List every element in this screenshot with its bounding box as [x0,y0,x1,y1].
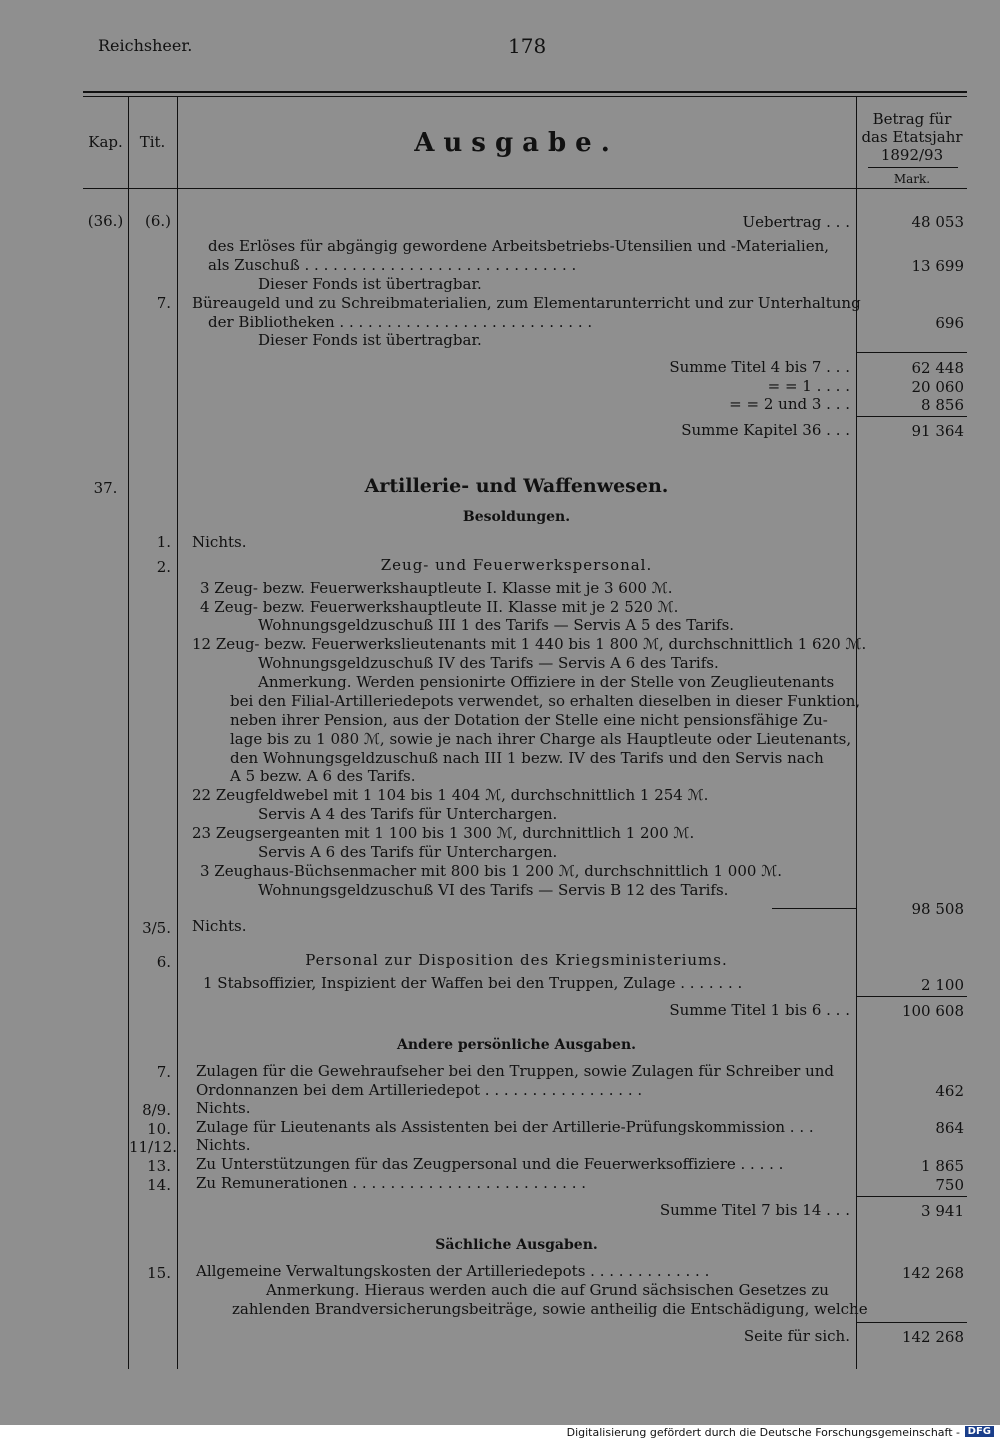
sum-rule-5 [857,1322,967,1323]
nichts-1: Nichts. [192,533,247,551]
erloes-line2: als Zuschuß . . . . . . . . . . . . . . . . . . . . . . . . . . . . . [208,256,577,274]
zeug-line-11: A 5 bezw. A 6 des Tarifs. [230,767,416,785]
summe-7-14-label: Summe Titel 7 bis 14 . . . [659,1201,850,1219]
tit-11-12: 11/12. [129,1138,177,1156]
top-rule-thick [83,91,967,93]
running-head: Reichsheer. [98,36,193,55]
zulagen-line1: Zulagen für die Gewehraufseher bei den Truppen, sowie Zulagen für Schreiber und [196,1062,835,1080]
header-betrag-2: das Etatsjahr [861,128,963,146]
zeug-line-9: lage bis zu 1 080 ℳ, sowie je nach ihrer Charge als Hauptleute oder Lieutenants, [230,730,852,748]
fonds-note-1: Dieser Fonds ist übertragbar. [258,275,482,293]
zeug-line-1: 3 Zeug- bezw. Feuerwerkshauptleute I. Klasse mit je 3 600 ℳ. [200,579,673,597]
summe-2-3-amount: 8 856 [921,396,964,414]
erloes-line1: des Erlöses für abgängig gewordene Arbeitsbetriebs-Utensilien und -Materialien, [208,237,830,255]
header-unit-rule [868,167,958,168]
dfg-logo: DFG [965,1426,994,1437]
nichts-2: Nichts. [192,917,247,935]
remunerationen-amount: 750 [935,1176,964,1194]
saechliche-heading: Sächliche Ausgaben. [435,1237,598,1253]
tit-3-5: 3/5. [142,919,171,937]
uebertrag-amount: 48 053 [911,213,964,231]
stabsoffizier: 1 Stabsoffizier, Inspizient der Waffen bei den Truppen, Zulage . . . . . . . [203,974,743,992]
tit-13: 13. [147,1157,171,1175]
header-bottom-rule [83,188,967,189]
summe-7-14-amount: 3 941 [921,1202,964,1220]
zulage-lieutenants-amount: 864 [935,1119,964,1137]
anmerkung-2-line1: Anmerkung. Hieraus werden auch die auf Grund sächsischen Gesetzes zu [266,1281,829,1299]
remunerationen: Zu Remunerationen . . . . . . . . . . . . . . . . . . . . . . . . . [196,1174,587,1192]
summe-4-7-amount: 62 448 [911,359,964,377]
header-kap: Kap. [88,133,123,151]
zeug-amount: 98 508 [911,900,964,918]
summe-kap36-label: Summe Kapitel 36 . . . [681,421,850,439]
header-ausgabe: Ausgabe. [414,128,619,158]
sum-rule-2 [857,416,967,417]
summe-4-7-label: Summe Titel 4 bis 7 . . . [669,358,850,376]
sum-rule-3 [857,996,967,997]
kap-36: (36.) [87,212,124,230]
tit-2: 2. [156,558,171,576]
uebertrag-label: Uebertrag . . . [742,213,850,231]
zeug-line-17: Wohnungsgeldzuschuß VI des Tarifs — Servis B 12 des Tarifs. [258,881,729,899]
artillerie-heading: Artillerie- und Waffenwesen. [364,475,669,497]
tit-7: 7. [156,294,171,312]
bureau-line2: der Bibliotheken . . . . . . . . . . . . . . . . . . . . . . . . . . . [208,313,593,331]
zeug-line-4: 12 Zeug- bezw. Feuerwerkslieutenants mit 1 440 bis 1 800 ℳ, durchschnittlich 1 620 ℳ. [192,635,867,653]
col-line-amount-body [856,189,857,1369]
bureau-amount: 696 [935,314,964,332]
zeug-line-6: Anmerkung. Werden pensionirte Offiziere in der Stelle von Zeuglieutenants [258,673,835,691]
footer-credit: Digitalisierung gefördert durch die Deutsche Forschungsgemeinschaft - [566,1426,960,1439]
zeug-line-15: Servis A 6 des Tarifs für Unterchargen. [258,843,558,861]
bureau-line1: Büreaugeld und zu Schreibmaterialien, zum Elementarunterricht und zur Unterhaltung [192,294,861,312]
zeug-line-12: 22 Zeugfeldwebel mit 1 104 bis 1 404 ℳ, durchschnittlich 1 254 ℳ. [192,786,709,804]
allgemeine-verwaltung-amount: 142 268 [901,1264,964,1282]
tit-6: (6.) [144,212,171,230]
zeug-rule [772,908,856,909]
andere-heading: Andere persönliche Ausgaben. [396,1037,637,1053]
zeug-line-8: neben ihrer Pension, aus der Dotation der Stelle eine nicht pensionsfähige Zu- [230,711,828,729]
seite-amount: 142 268 [901,1328,964,1346]
sum-rule-4 [857,1196,967,1197]
zulage-lieutenants: Zulage für Lieutenants als Assistenten bei der Artillerie-Prüfungskommission . . . [196,1118,814,1136]
zeug-line-7: bei den Filial-Artilleriedepots verwendet, so erhalten dieselben in dieser Funktion, [230,692,861,710]
unterstuetzungen-amount: 1 865 [921,1157,964,1175]
besoldungen-heading: Besoldungen. [462,509,571,525]
zeug-line-14: 23 Zeugsergeanten mit 1 100 bis 1 300 ℳ, durchnittlich 1 200 ℳ. [192,824,695,842]
page-number: 178 [508,34,547,58]
tit-15: 15. [147,1264,171,1282]
unterstuetzungen: Zu Unterstützungen für das Zeugpersonal und die Feuerwerksoffiziere . . . . . [196,1155,784,1173]
summe-2-3-label: = = 2 und 3 . . . [729,395,850,413]
nichts-4: Nichts. [196,1136,251,1154]
kap-37: 37. [93,479,118,497]
zulagen-line2: Ordonnanzen bei dem Artilleriedepot . . . . . . . . . . . . . . . . . [196,1081,643,1099]
zeug-line-2: 4 Zeug- bezw. Feuerwerkshauptleute II. Klasse mit je 2 520 ℳ. [200,598,679,616]
footer-bar [0,1425,1000,1441]
summe-kap36-amount: 91 364 [911,422,964,440]
tit-7b: 7. [156,1063,171,1081]
summe-1-6-label: Summe Titel 1 bis 6 . . . [669,1001,850,1019]
header-tit: Tit. [139,133,166,151]
summe-1-amount: 20 060 [911,378,964,396]
tit-10: 10. [147,1120,171,1138]
zeug-line-5: Wohnungsgeldzuschuß IV des Tarifs — Servis A 6 des Tarifs. [258,654,719,672]
tit-6b: 6. [156,953,171,971]
tit-14: 14. [147,1176,171,1194]
summe-1-6-amount: 100 608 [901,1002,964,1020]
nichts-3: Nichts. [196,1099,251,1117]
allgemeine-verwaltung: Allgemeine Verwaltungskosten der Artilleriedepots . . . . . . . . . . . . . [196,1262,710,1280]
seite-label: Seite für sich. [743,1327,850,1345]
zeug-line-16: 3 Zeughaus-Büchsenmacher mit 800 bis 1 200 ℳ, durchschnittlich 1 000 ℳ. [200,862,783,880]
sum-rule-1 [857,352,967,353]
personal-heading: Personal zur Disposition des Kriegsministeriums. [305,951,728,969]
anmerkung-2-line2: zahlenden Brandversicherungsbeiträge, sowie antheilig die Entschädigung, welche [232,1300,868,1318]
header-unit: Mark. [893,172,931,186]
zulagen-amount: 462 [935,1082,964,1100]
header-betrag-1: Betrag für [872,110,952,128]
tit-8-9: 8/9. [142,1101,171,1119]
fonds-note-2: Dieser Fonds ist übertragbar. [258,331,482,349]
erloes-amount: 13 699 [911,257,964,275]
zeug-line-3: Wohnungsgeldzuschuß III 1 des Tarifs — Servis A 5 des Tarifs. [258,616,735,634]
zeug-line-13: Servis A 4 des Tarifs für Unterchargen. [258,805,558,823]
header-betrag-3: 1892/93 [880,146,944,164]
col-line-tit-body [177,189,178,1369]
stabsoffizier-amount: 2 100 [921,976,964,994]
tit-1: 1. [156,533,171,551]
summe-1-label: = = 1 . . . . [767,377,850,395]
zeug-heading: Zeug- und Feuerwerkspersonal. [380,556,653,574]
top-rule-thin [83,96,967,97]
zeug-line-10: den Wohnungsgeldzuschuß nach III 1 bezw. IV des Tarifs und den Servis nach [230,749,824,767]
